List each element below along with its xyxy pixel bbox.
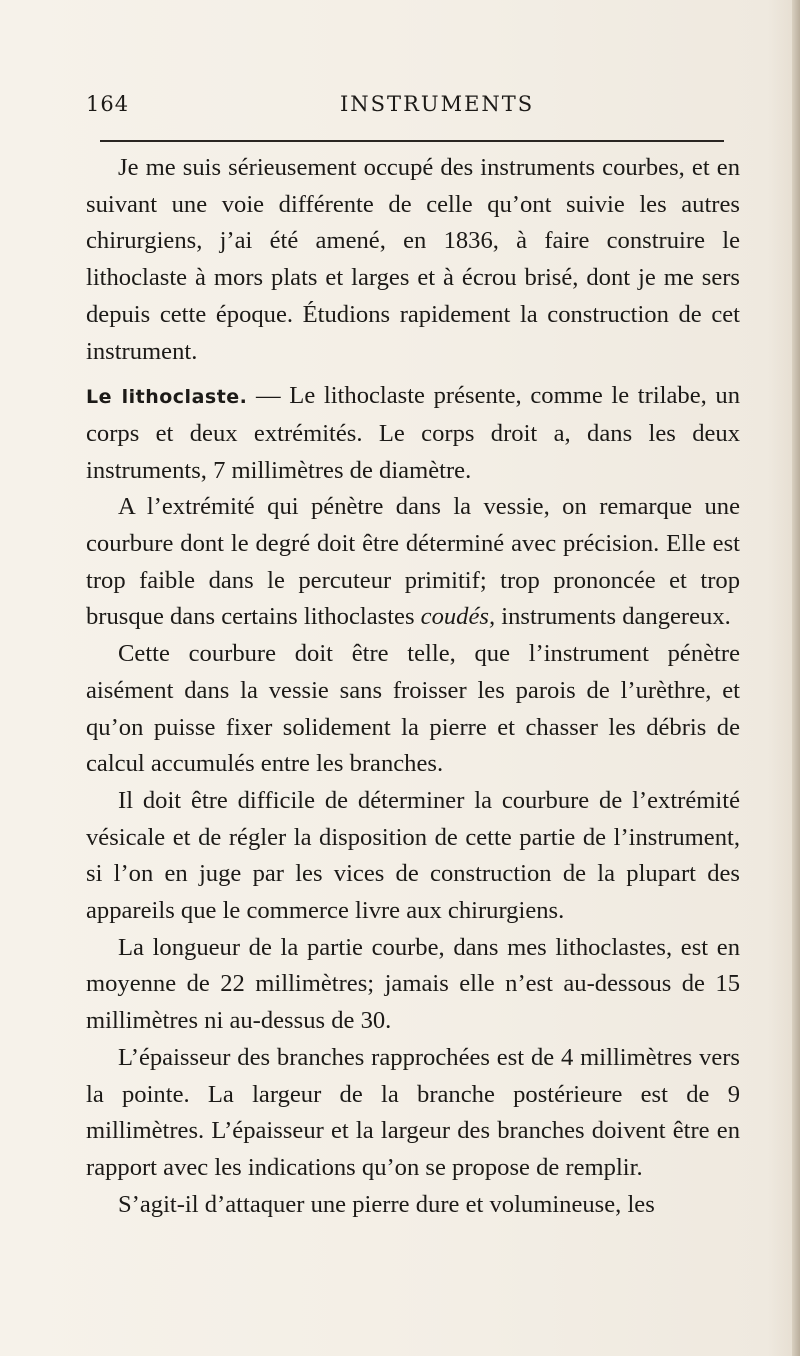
page-number: 164: [86, 92, 130, 116]
header-rule: [100, 140, 724, 142]
section-heading: Le lithoclaste.: [86, 386, 248, 409]
paragraph: [86, 489, 740, 636]
paragraph: L’épaisseur des branches rapprochées est de 4 millimètres vers la pointe. La largeur de la branche postérieure est de 9 millimètres. L’épaisseur et la largeur des branches doivent être en rapport avec les indications qu’on se propose de remplir.: [86, 1043, 740, 1181]
paragraph: [86, 378, 740, 489]
paragraph-text: A l’extrémité qui pénètre dans la vessie, on remarque une courbure dont le degré doit être déterminé avec précision. Elle est trop faible dans le percuteur primitif; trop prononcée et trop brusque dans certains lithoclastes: [86, 493, 740, 631]
paragraph: La longueur de la partie courbe, dans mes lithoclastes, est en moyenne de 22 millimètres; jamais elle n’est au-dessous de 15 millimètres ni au-dessus de 30.: [86, 933, 740, 1035]
paragraph: Cette courbure doit être telle, que l’instrument pénètre aisément dans la vessie sans froisser les parois de l’urèthre, et qu’on puisse fixer solidement la pierre et chasser les débris de calcul accumulés entre les branches.: [86, 640, 740, 778]
paragraph-text: — Le lithoclaste présente, comme le trilabe, un corps et deux extrémités. Le corps droit a, dans les deux instruments, 7 millimètres de diamètre.: [86, 382, 741, 484]
italic-term: coudés,: [420, 603, 496, 631]
paragraph: S’agit-il d’attaquer une pierre dure et volumineuse, les: [118, 1190, 655, 1218]
running-head: INSTRUMENTS: [340, 92, 535, 116]
page-edge: [792, 0, 800, 1356]
page-header: [86, 92, 716, 122]
body-text: [86, 150, 740, 1223]
paragraph: Je me suis sérieusement occupé des instruments courbes, et en suivant une voie différente de celle qu’ont suivie les autres chirurgiens, j’ai été amené, en 1836, à faire construire le lithoclaste à mors plats et larges et à écrou brisé, dont je me sers depuis cette époque. Étudions rapidement la construction de cet instrument.: [86, 154, 740, 365]
paragraph: Il doit être difficile de déterminer la courbure de l’extrémité vésicale et de régler la disposition de cette partie de l’instrument, si l’on en juge par les vices de construction de la plupart des appareils que le commerce livre aux chirurgiens.: [86, 786, 740, 925]
paragraph-text: instruments dangereux.: [495, 603, 731, 631]
